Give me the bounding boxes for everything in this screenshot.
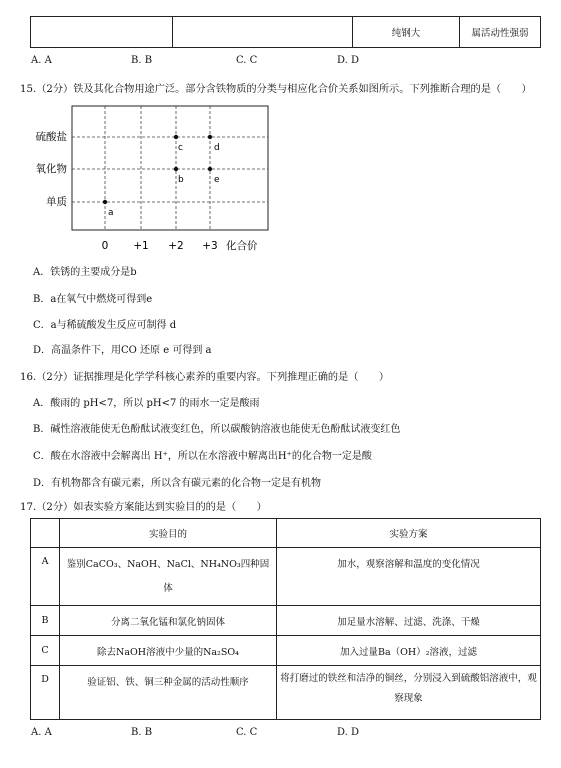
q16-option-b[interactable]: B．碱性溶液能使无色酚酞试液变红色，所以碳酸钠溶液也能使无色酚酞试液变红色 <box>33 424 401 435</box>
q17-answer-b[interactable]: B. B <box>131 727 153 738</box>
point-e <box>208 167 212 171</box>
y-label-sulfate: 硫酸盐 <box>35 131 67 143</box>
q14-cell-d: 属活动性强弱 <box>460 17 541 48</box>
q17-row-c-plan: 加入过量Ba（OH）₂溶液，过滤 <box>277 636 541 666</box>
point-c-label: c <box>178 143 183 153</box>
q15-chart <box>20 98 280 256</box>
x-label-1: +1 <box>133 240 149 252</box>
q14-answer-b[interactable]: B. B <box>131 55 153 66</box>
q17-header-blank <box>31 519 60 548</box>
q15-stem: 15.（2分）铁及其化合物用途广泛。部分含铁物质的分类与相应化合价关系如图所示。下列推断合理的是（ ） <box>20 84 532 95</box>
point-a <box>103 200 107 204</box>
q17-row-d-label: D <box>31 666 60 720</box>
q15-option-b[interactable]: B．a在氧气中燃烧可得到e <box>33 294 153 305</box>
point-e-label: e <box>214 175 220 185</box>
q15-option-d[interactable]: D．高温条件下，用CO 还原 e 可得到 a <box>33 345 212 356</box>
q17-answer-c[interactable]: C. C <box>236 727 258 738</box>
q14-cell-c: 纯钢大 <box>353 17 460 48</box>
point-a-label: a <box>108 208 114 218</box>
x-axis-title: 化合价 <box>226 240 258 252</box>
q15-option-a[interactable]: A．铁锈的主要成分是b <box>33 267 137 278</box>
table-row <box>31 606 541 636</box>
y-label-element: 单质 <box>46 196 67 208</box>
point-b <box>174 167 178 171</box>
q14-cell-goal <box>173 17 353 48</box>
y-label-oxide: 氧化物 <box>35 163 67 175</box>
q17-header-plan: 实验方案 <box>277 519 541 548</box>
q14-table <box>30 16 541 48</box>
q14-answer-d[interactable]: D. D <box>337 55 360 66</box>
q17-header-goal: 实验目的 <box>60 519 277 548</box>
point-d <box>208 135 212 139</box>
q16-stem: 16.（2分）证据推理是化学学科核心素养的重要内容。下列推理正确的是（ ） <box>20 372 390 383</box>
x-label-0: 0 <box>101 240 109 252</box>
q17-row-b-label: B <box>31 606 60 636</box>
q17-row-a-label: A <box>31 548 60 606</box>
table-row <box>31 636 541 666</box>
point-c <box>174 135 178 139</box>
point-d-label: d <box>214 143 220 153</box>
q17-row-d-plan: 将打磨过的铁丝和洁净的铜丝，分别浸入到硫酸铝溶液中，观察现象 <box>277 666 541 720</box>
q17-table <box>30 518 541 720</box>
table-row <box>31 666 541 720</box>
q17-row-a-goal: 鉴别CaCO₃、NaOH、NaCl、NH₄NO₃四种固体 <box>60 548 277 606</box>
q16-option-a[interactable]: A．酸雨的 pH<7，所以 pH<7 的雨水一定是酸雨 <box>33 398 260 409</box>
q14-cell-label <box>31 17 173 48</box>
q16-option-d[interactable]: D．有机物都含有碳元素，所以含有碳元素的化合物一定是有机物 <box>33 478 322 489</box>
q17-header-row <box>31 519 541 548</box>
q17-row-b-goal: 分离二氧化锰和氯化钠固体 <box>60 606 277 636</box>
q17-row-b-plan: 加足量水溶解、过滤、洗涤、干燥 <box>277 606 541 636</box>
x-label-2: +2 <box>168 240 184 252</box>
q14-answer-a[interactable]: A. A <box>31 55 52 66</box>
table-row <box>31 548 541 606</box>
q17-row-c-label: C <box>31 636 60 666</box>
q15-option-c[interactable]: C．a与稀硫酸发生反应可制得 d <box>33 320 177 331</box>
x-label-3: +3 <box>202 240 218 252</box>
q17-answer-d[interactable]: D. D <box>337 727 360 738</box>
q17-row-c-goal: 除去NaOH溶液中少量的Na₂SO₄ <box>60 636 277 666</box>
q17-stem: 17.（2分）如表实验方案能达到实验目的的是（ ） <box>20 502 267 513</box>
chart-frame <box>72 106 268 230</box>
point-b-label: b <box>178 175 184 185</box>
q14-answer-c[interactable]: C. C <box>236 55 258 66</box>
q17-row-a-plan: 加水，观察溶解和温度的变化情况 <box>277 548 541 606</box>
q17-answer-a[interactable]: A. A <box>31 727 52 738</box>
q17-row-d-goal: 验证铝、铁、铜三种金属的活动性顺序 <box>60 666 277 720</box>
q16-option-c[interactable]: C．酸在水溶液中会解离出 H⁺，所以在水溶液中解离出H⁺的化合物一定是酸 <box>33 451 372 462</box>
